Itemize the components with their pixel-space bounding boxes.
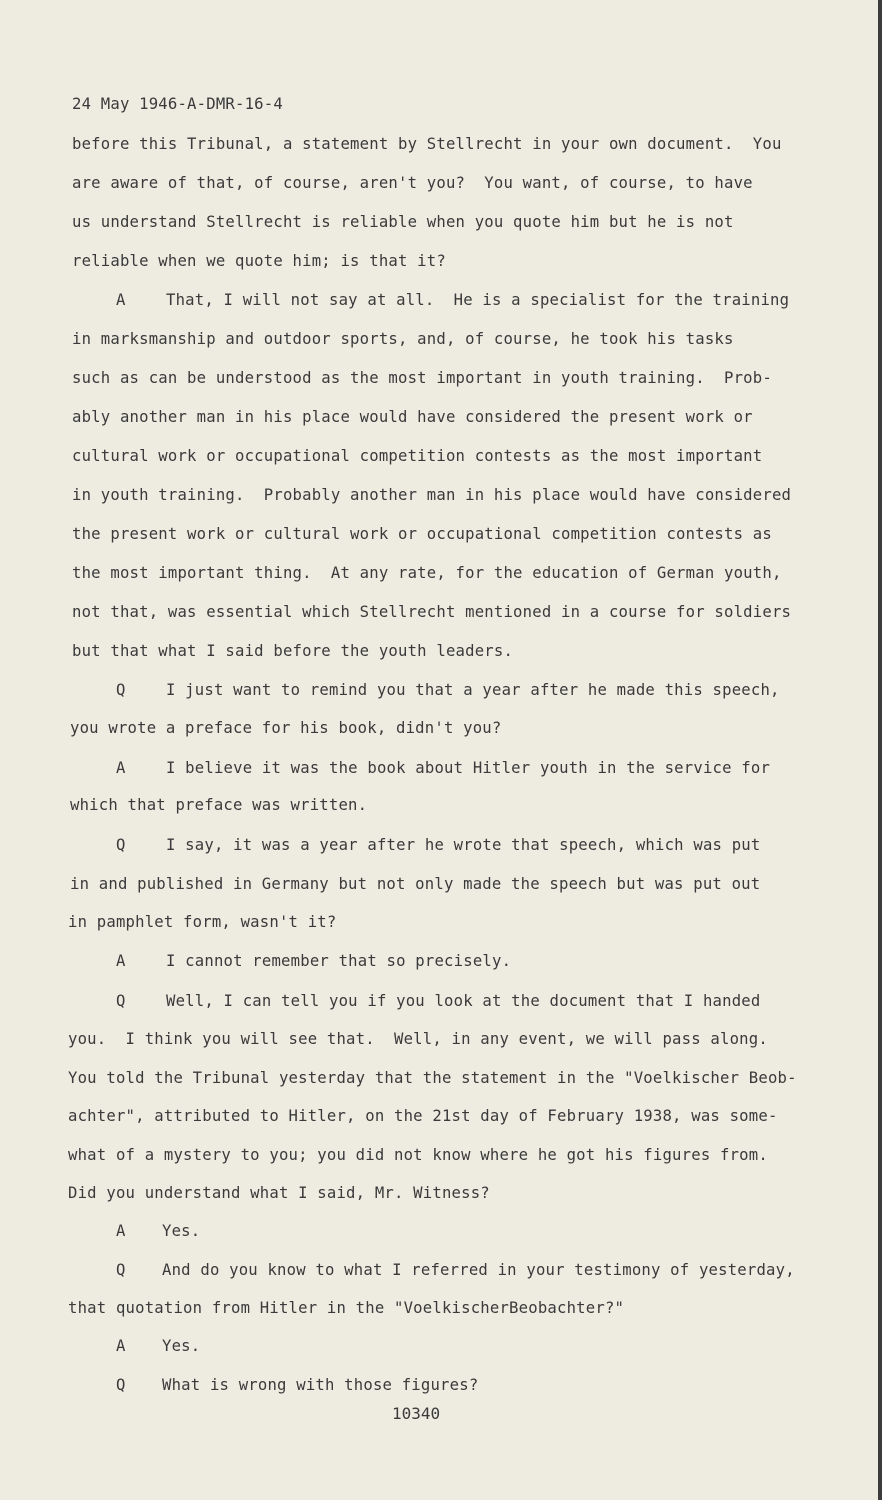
text-line: what of a mystery to you; you did not know where he got his figures from. xyxy=(68,1146,768,1164)
page-number: 10340 xyxy=(392,1404,441,1423)
text-line: Yes. xyxy=(162,1222,201,1240)
text-line: you wrote a preface for his book, didn't you? xyxy=(70,719,502,737)
text-line: cultural work or occupational competition contests as the most important xyxy=(72,447,763,465)
text-line: That, I will not say at all. He is a specialist for the training xyxy=(166,291,790,309)
speaker-label: Q xyxy=(116,992,126,1010)
text-line: achter", attributed to Hitler, on the 21st day of February 1938, was some- xyxy=(68,1107,778,1125)
text-line: I just want to remind you that a year after he made this speech, xyxy=(166,681,780,699)
text-line: Yes. xyxy=(162,1337,201,1355)
document-reference: 24 May 1946-A-DMR-16-4 xyxy=(72,95,283,113)
text-line: You told the Tribunal yesterday that the statement in the "Voelkischer Beob- xyxy=(68,1069,797,1087)
speaker-label: A xyxy=(116,1337,126,1355)
speaker-label: Q xyxy=(116,836,126,854)
text-line: you. I think you will see that. Well, in any event, we will pass along. xyxy=(68,1030,768,1048)
text-line: And do you know to what I referred in your testimony of yesterday, xyxy=(162,1261,795,1279)
text-line: such as can be understood as the most important in youth training. Prob- xyxy=(72,369,772,387)
text-line: are aware of that, of course, aren't you? You want, of course, to have xyxy=(72,174,753,192)
text-line: in marksmanship and outdoor sports, and, of course, he took his tasks xyxy=(72,330,734,348)
text-line: not that, was essential which Stellrecht mentioned in a course for soldiers xyxy=(72,603,792,621)
text-line: reliable when we quote him; is that it? xyxy=(72,252,446,270)
text-line: which that preface was written. xyxy=(70,796,368,814)
speaker-label: Q xyxy=(116,1261,126,1279)
text-line: Did you understand what I said, Mr. Witness? xyxy=(68,1184,490,1202)
speaker-label: Q xyxy=(116,1376,126,1394)
text-line: that quotation from Hitler in the "VoelkischerBeobachter?" xyxy=(68,1299,625,1317)
text-line: Well, I can tell you if you look at the document that I handed xyxy=(166,992,761,1010)
speaker-label: Q xyxy=(116,681,126,699)
text-line: in youth training. Probably another man in his place would have considered xyxy=(72,486,792,504)
text-line: in and published in Germany but not only made the speech but was put out xyxy=(70,875,761,893)
text-line: in pamphlet form, wasn't it? xyxy=(68,913,337,931)
text-line: the most important thing. At any rate, for the education of German youth, xyxy=(72,564,782,582)
speaker-label: A xyxy=(116,759,126,777)
text-line: ably another man in his place would have considered the present work or xyxy=(72,408,753,426)
text-line: What is wrong with those figures? xyxy=(162,1376,479,1394)
text-line: I cannot remember that so precisely. xyxy=(166,952,512,970)
text-line: I believe it was the book about Hitler youth in the service for xyxy=(166,759,771,777)
page-edge xyxy=(878,0,882,1500)
speaker-label: A xyxy=(116,1222,126,1240)
text-line: but that what I said before the youth leaders. xyxy=(72,642,514,660)
text-line: us understand Stellrecht is reliable when you quote him but he is not xyxy=(72,213,734,231)
speaker-label: A xyxy=(116,952,126,970)
speaker-label: A xyxy=(116,291,126,309)
text-line: the present work or cultural work or occupational competition contests as xyxy=(72,525,772,543)
text-line: before this Tribunal, a statement by Stellrecht in your own document. You xyxy=(72,135,782,153)
text-line: I say, it was a year after he wrote that speech, which was put xyxy=(166,836,761,854)
